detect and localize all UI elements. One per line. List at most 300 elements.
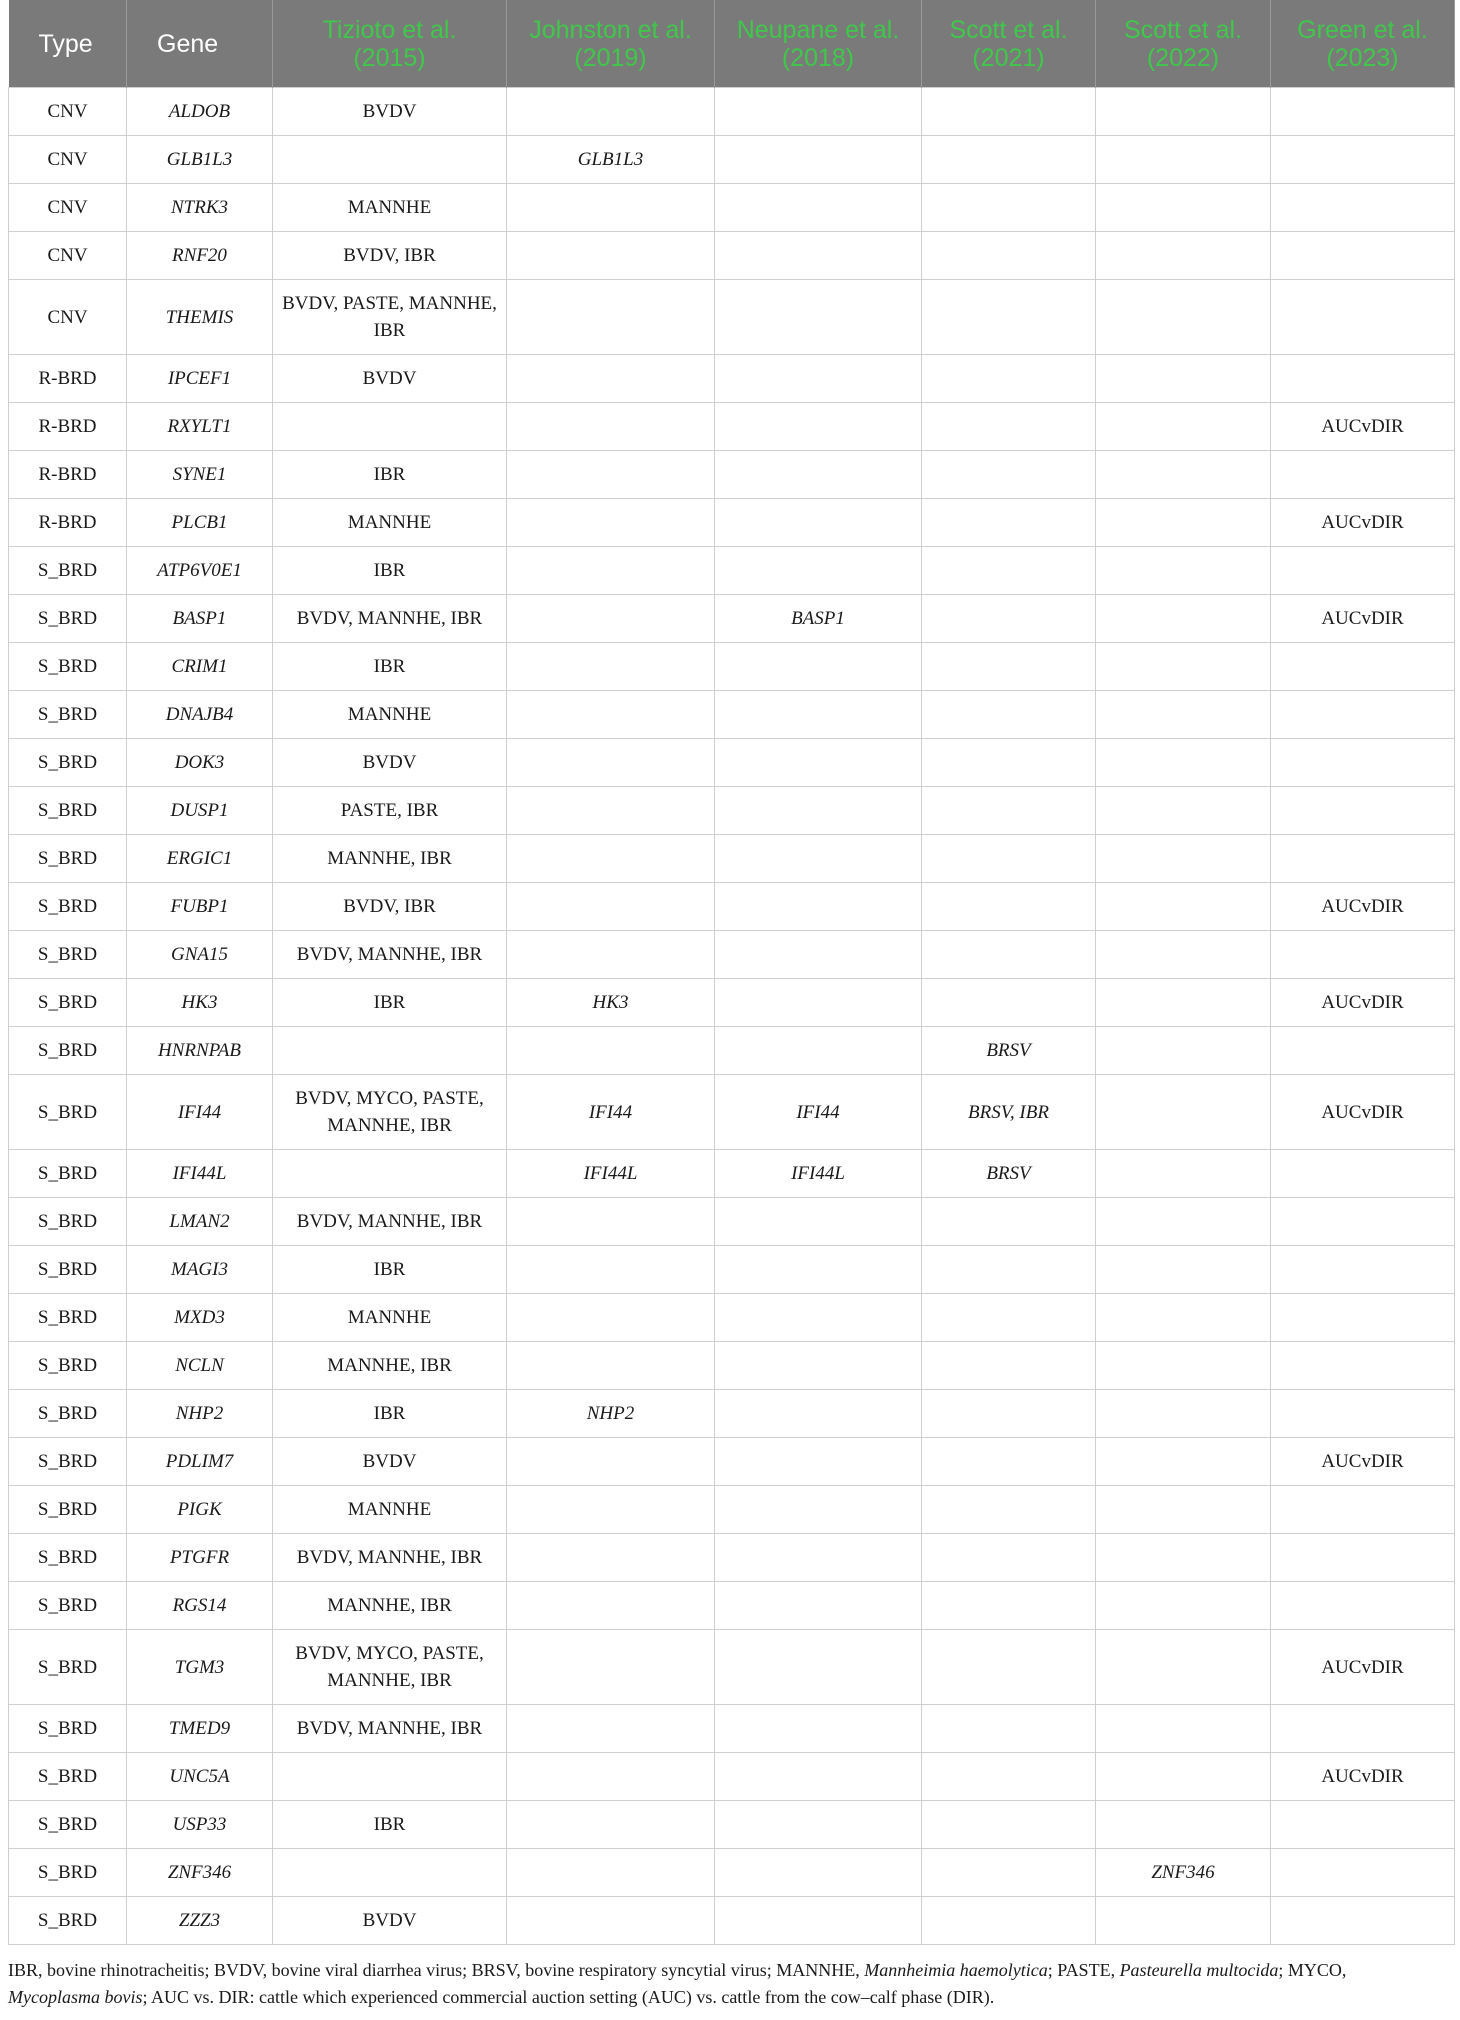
cell-gene: THEMIS [127, 280, 273, 355]
cell-scott-2022 [1096, 1801, 1271, 1849]
cell-neupane: BASP1 [715, 595, 922, 643]
cell-scott-2021 [922, 232, 1096, 280]
cell-tizioto: MANNHE, IBR [273, 1342, 507, 1390]
table-row [9, 979, 1455, 1027]
cell-green [1271, 232, 1455, 280]
cell-neupane [715, 1630, 922, 1705]
cell-scott-2021 [922, 739, 1096, 787]
cell-gene: RNF20 [127, 232, 273, 280]
cell-gene: PLCB1 [127, 499, 273, 547]
cell-neupane [715, 1753, 922, 1801]
table-row [9, 1198, 1455, 1246]
table-row [9, 1438, 1455, 1486]
cell-scott-2021 [922, 1897, 1096, 1945]
cell-tizioto: MANNHE, IBR [273, 1582, 507, 1630]
cell-gene: ZNF346 [127, 1849, 273, 1897]
cell-green [1271, 136, 1455, 184]
cell-scott-2021 [922, 451, 1096, 499]
cell-neupane [715, 88, 922, 136]
cell-scott-2021 [922, 1534, 1096, 1582]
cell-type: S_BRD [9, 1630, 127, 1705]
cell-green [1271, 355, 1455, 403]
cell-neupane [715, 739, 922, 787]
cell-scott-2021 [922, 1486, 1096, 1534]
cell-johnston [507, 931, 715, 979]
cell-neupane [715, 1486, 922, 1534]
cell-green: AUCvDIR [1271, 883, 1455, 931]
cell-johnston: HK3 [507, 979, 715, 1027]
cell-neupane [715, 787, 922, 835]
table-row [9, 595, 1455, 643]
cell-gene: MXD3 [127, 1294, 273, 1342]
cell-neupane [715, 1246, 922, 1294]
cell-green [1271, 1342, 1455, 1390]
cell-type: S_BRD [9, 931, 127, 979]
table-row [9, 1390, 1455, 1438]
cell-tizioto: PASTE, IBR [273, 787, 507, 835]
cell-tizioto: IBR [273, 1390, 507, 1438]
cell-tizioto: BVDV, MYCO, PASTE, MANNHE, IBR [273, 1075, 507, 1150]
cell-green [1271, 691, 1455, 739]
cell-gene: UNC5A [127, 1753, 273, 1801]
cell-type: CNV [9, 280, 127, 355]
cell-neupane [715, 232, 922, 280]
cell-scott-2022 [1096, 136, 1271, 184]
cell-scott-2022 [1096, 1897, 1271, 1945]
table-row [9, 643, 1455, 691]
cell-johnston: NHP2 [507, 1390, 715, 1438]
cell-type: S_BRD [9, 1705, 127, 1753]
cell-scott-2021: BRSV [922, 1027, 1096, 1075]
table-row [9, 1897, 1455, 1945]
cell-scott-2022 [1096, 1582, 1271, 1630]
cell-gene: FUBP1 [127, 883, 273, 931]
cell-type: S_BRD [9, 1438, 127, 1486]
cell-neupane [715, 979, 922, 1027]
header-ref-green: Green et al. (2023) [1271, 0, 1455, 88]
cell-scott-2021 [922, 1390, 1096, 1438]
cell-gene: DNAJB4 [127, 691, 273, 739]
cell-tizioto: BVDV, MANNHE, IBR [273, 931, 507, 979]
cell-green: AUCvDIR [1271, 1438, 1455, 1486]
cell-gene: PDLIM7 [127, 1438, 273, 1486]
cell-green [1271, 1849, 1455, 1897]
cell-green: AUCvDIR [1271, 595, 1455, 643]
cell-scott-2022 [1096, 835, 1271, 883]
table-body [9, 88, 1455, 1945]
table-row [9, 739, 1455, 787]
cell-type: S_BRD [9, 595, 127, 643]
table-row [9, 1582, 1455, 1630]
cell-neupane [715, 931, 922, 979]
cell-gene: IFI44L [127, 1150, 273, 1198]
cell-gene: GNA15 [127, 931, 273, 979]
cell-type: S_BRD [9, 1849, 127, 1897]
header-ref-scott-2021: Scott et al. (2021) [922, 0, 1096, 88]
cell-type: S_BRD [9, 1897, 127, 1945]
table-row [9, 232, 1455, 280]
cell-scott-2022 [1096, 883, 1271, 931]
cell-gene: PTGFR [127, 1534, 273, 1582]
cell-green [1271, 280, 1455, 355]
cell-scott-2022 [1096, 1027, 1271, 1075]
cell-green [1271, 787, 1455, 835]
cell-type: S_BRD [9, 1198, 127, 1246]
cell-tizioto: BVDV, IBR [273, 883, 507, 931]
table-row [9, 1630, 1455, 1705]
header-ref-tizioto: Tizioto et al. (2015) [273, 0, 507, 88]
cell-green [1271, 643, 1455, 691]
cell-scott-2022 [1096, 499, 1271, 547]
cell-green [1271, 184, 1455, 232]
table-row [9, 403, 1455, 451]
cell-johnston [507, 787, 715, 835]
cell-type: S_BRD [9, 1027, 127, 1075]
cell-johnston [507, 643, 715, 691]
cell-tizioto [273, 1849, 507, 1897]
cell-neupane [715, 1534, 922, 1582]
cell-tizioto: BVDV [273, 1438, 507, 1486]
cell-green: AUCvDIR [1271, 979, 1455, 1027]
cell-green [1271, 1390, 1455, 1438]
cell-scott-2021 [922, 1753, 1096, 1801]
cell-type: S_BRD [9, 787, 127, 835]
cell-green [1271, 88, 1455, 136]
cell-gene: RGS14 [127, 1582, 273, 1630]
table-container [8, 0, 1454, 1945]
cell-gene: GLB1L3 [127, 136, 273, 184]
cell-neupane [715, 835, 922, 883]
cell-tizioto: BVDV, PASTE, MANNHE, IBR [273, 280, 507, 355]
cell-type: CNV [9, 88, 127, 136]
cell-type: S_BRD [9, 1486, 127, 1534]
cell-scott-2021 [922, 1849, 1096, 1897]
cell-scott-2022 [1096, 979, 1271, 1027]
cell-gene: SYNE1 [127, 451, 273, 499]
cell-scott-2021 [922, 643, 1096, 691]
cell-neupane [715, 1438, 922, 1486]
cell-scott-2022 [1096, 1294, 1271, 1342]
cell-gene: LMAN2 [127, 1198, 273, 1246]
cell-gene: HNRNPAB [127, 1027, 273, 1075]
cell-scott-2022 [1096, 1630, 1271, 1705]
cell-type: R-BRD [9, 403, 127, 451]
header-ref-scott-2022: Scott et al. (2022) [1096, 0, 1271, 88]
cell-type: CNV [9, 232, 127, 280]
cell-neupane [715, 1849, 922, 1897]
cell-gene: ZZZ3 [127, 1897, 273, 1945]
table-row [9, 184, 1455, 232]
cell-gene: MAGI3 [127, 1246, 273, 1294]
table-row [9, 1705, 1455, 1753]
cell-green [1271, 1198, 1455, 1246]
gene-table [8, 0, 1455, 1945]
table-row [9, 1150, 1455, 1198]
cell-scott-2022 [1096, 280, 1271, 355]
cell-johnston [507, 1342, 715, 1390]
cell-gene: RXYLT1 [127, 403, 273, 451]
cell-johnston [507, 451, 715, 499]
cell-green [1271, 1534, 1455, 1582]
cell-scott-2021 [922, 1198, 1096, 1246]
cell-johnston [507, 595, 715, 643]
cell-gene: ERGIC1 [127, 835, 273, 883]
cell-gene: NTRK3 [127, 184, 273, 232]
cell-gene: NHP2 [127, 1390, 273, 1438]
table-row [9, 451, 1455, 499]
cell-neupane [715, 1294, 922, 1342]
cell-scott-2021 [922, 1801, 1096, 1849]
cell-tizioto: BVDV [273, 88, 507, 136]
header-row [9, 0, 1455, 88]
cell-green [1271, 1150, 1455, 1198]
cell-type: S_BRD [9, 739, 127, 787]
cell-type: S_BRD [9, 1246, 127, 1294]
cell-type: S_BRD [9, 1342, 127, 1390]
cell-scott-2021 [922, 403, 1096, 451]
cell-gene: TGM3 [127, 1630, 273, 1705]
cell-johnston [507, 883, 715, 931]
cell-neupane [715, 1705, 922, 1753]
cell-tizioto: IBR [273, 1801, 507, 1849]
cell-gene: USP33 [127, 1801, 273, 1849]
cell-scott-2022 [1096, 451, 1271, 499]
cell-green: AUCvDIR [1271, 1630, 1455, 1705]
cell-tizioto [273, 1150, 507, 1198]
cell-neupane [715, 280, 922, 355]
cell-johnston [507, 1630, 715, 1705]
cell-scott-2022 [1096, 739, 1271, 787]
cell-johnston [507, 1849, 715, 1897]
cell-scott-2022 [1096, 1438, 1271, 1486]
table-row [9, 1075, 1455, 1150]
cell-johnston [507, 1438, 715, 1486]
cell-scott-2021 [922, 280, 1096, 355]
cell-tizioto: MANNHE [273, 1486, 507, 1534]
table-footnote: IBR, bovine rhinotracheitis; BVDV, bovine viral diarrhea virus; BRSV, bovine respiratory syncytial virus; MANNHE, Mannheimia haemolytica; PASTE, Pasteurella multocida; MYCO, Mycoplasma bovis; AUC vs. DIR: cattle which experienced commercial auction setting (AUC) vs. cattle from the cow–calf phase (DIR). [8, 1960, 1347, 2007]
cell-johnston [507, 1801, 715, 1849]
cell-gene: DOK3 [127, 739, 273, 787]
table-row [9, 1753, 1455, 1801]
table-row [9, 499, 1455, 547]
cell-green [1271, 739, 1455, 787]
cell-johnston: IFI44L [507, 1150, 715, 1198]
table-row [9, 1294, 1455, 1342]
cell-neupane [715, 136, 922, 184]
cell-type: S_BRD [9, 1390, 127, 1438]
cell-scott-2022 [1096, 643, 1271, 691]
cell-scott-2022 [1096, 184, 1271, 232]
cell-gene: TMED9 [127, 1705, 273, 1753]
cell-type: R-BRD [9, 499, 127, 547]
table-row [9, 931, 1455, 979]
table-row [9, 1486, 1455, 1534]
cell-gene: CRIM1 [127, 643, 273, 691]
cell-neupane [715, 883, 922, 931]
cell-tizioto: BVDV [273, 1897, 507, 1945]
cell-type: S_BRD [9, 1075, 127, 1150]
cell-johnston [507, 739, 715, 787]
cell-johnston [507, 184, 715, 232]
cell-johnston [507, 499, 715, 547]
cell-scott-2021 [922, 691, 1096, 739]
cell-neupane [715, 499, 922, 547]
cell-scott-2021 [922, 1246, 1096, 1294]
cell-scott-2021 [922, 595, 1096, 643]
cell-johnston [507, 1294, 715, 1342]
cell-type: R-BRD [9, 451, 127, 499]
cell-green [1271, 451, 1455, 499]
cell-scott-2022 [1096, 1150, 1271, 1198]
cell-scott-2022 [1096, 88, 1271, 136]
table-row [9, 88, 1455, 136]
cell-scott-2021 [922, 88, 1096, 136]
table-row [9, 1849, 1455, 1897]
cell-scott-2022 [1096, 232, 1271, 280]
cell-tizioto: BVDV, MANNHE, IBR [273, 1705, 507, 1753]
cell-green: AUCvDIR [1271, 1075, 1455, 1150]
cell-tizioto [273, 1027, 507, 1075]
cell-green [1271, 1705, 1455, 1753]
header-ref-johnston: Johnston et al. (2019) [507, 0, 715, 88]
cell-johnston [507, 1486, 715, 1534]
cell-johnston [507, 1582, 715, 1630]
cell-scott-2021 [922, 1582, 1096, 1630]
header-gene: Gene [127, 0, 273, 88]
cell-scott-2022 [1096, 691, 1271, 739]
cell-tizioto: IBR [273, 451, 507, 499]
cell-tizioto: MANNHE, IBR [273, 835, 507, 883]
table-row [9, 136, 1455, 184]
cell-scott-2022: ZNF346 [1096, 1849, 1271, 1897]
cell-scott-2021 [922, 1705, 1096, 1753]
table-row [9, 355, 1455, 403]
table-row [9, 1027, 1455, 1075]
cell-scott-2021 [922, 355, 1096, 403]
cell-tizioto: BVDV, MANNHE, IBR [273, 1198, 507, 1246]
cell-neupane [715, 1027, 922, 1075]
cell-neupane [715, 643, 922, 691]
cell-neupane [715, 355, 922, 403]
cell-neupane [715, 1801, 922, 1849]
cell-johnston [507, 1897, 715, 1945]
cell-neupane [715, 1897, 922, 1945]
cell-gene: IFI44 [127, 1075, 273, 1150]
cell-scott-2022 [1096, 1246, 1271, 1294]
cell-tizioto: MANNHE [273, 1294, 507, 1342]
cell-neupane [715, 691, 922, 739]
cell-johnston [507, 1246, 715, 1294]
cell-scott-2022 [1096, 1198, 1271, 1246]
table-row [9, 547, 1455, 595]
cell-type: R-BRD [9, 355, 127, 403]
cell-scott-2022 [1096, 787, 1271, 835]
cell-type: S_BRD [9, 1753, 127, 1801]
cell-scott-2022 [1096, 403, 1271, 451]
cell-tizioto: MANNHE [273, 691, 507, 739]
cell-johnston [507, 88, 715, 136]
cell-scott-2021 [922, 931, 1096, 979]
cell-scott-2022 [1096, 931, 1271, 979]
cell-green [1271, 1486, 1455, 1534]
cell-green [1271, 1027, 1455, 1075]
table-row [9, 280, 1455, 355]
cell-tizioto: BVDV, MYCO, PASTE, MANNHE, IBR [273, 1630, 507, 1705]
table-row [9, 1246, 1455, 1294]
cell-tizioto: IBR [273, 1246, 507, 1294]
cell-scott-2021 [922, 835, 1096, 883]
table-row [9, 1534, 1455, 1582]
cell-neupane: IFI44L [715, 1150, 922, 1198]
cell-type: S_BRD [9, 883, 127, 931]
cell-neupane: IFI44 [715, 1075, 922, 1150]
cell-tizioto: IBR [273, 547, 507, 595]
cell-type: CNV [9, 136, 127, 184]
cell-type: CNV [9, 184, 127, 232]
cell-tizioto: IBR [273, 643, 507, 691]
cell-gene: HK3 [127, 979, 273, 1027]
cell-neupane [715, 1582, 922, 1630]
cell-neupane [715, 1390, 922, 1438]
cell-type: S_BRD [9, 547, 127, 595]
cell-type: S_BRD [9, 691, 127, 739]
cell-scott-2021: BRSV [922, 1150, 1096, 1198]
cell-scott-2021 [922, 883, 1096, 931]
cell-type: S_BRD [9, 1801, 127, 1849]
cell-green [1271, 1801, 1455, 1849]
cell-green [1271, 835, 1455, 883]
table-row [9, 835, 1455, 883]
cell-type: S_BRD [9, 835, 127, 883]
cell-johnston [507, 1753, 715, 1801]
cell-tizioto: BVDV [273, 739, 507, 787]
table-row [9, 1342, 1455, 1390]
cell-tizioto: BVDV, MANNHE, IBR [273, 1534, 507, 1582]
table-row [9, 691, 1455, 739]
cell-neupane [715, 451, 922, 499]
cell-johnston [507, 1027, 715, 1075]
cell-green [1271, 1897, 1455, 1945]
cell-scott-2022 [1096, 1390, 1271, 1438]
cell-green [1271, 1294, 1455, 1342]
header-ref-neupane: Neupane et al. (2018) [715, 0, 922, 88]
cell-gene: IPCEF1 [127, 355, 273, 403]
cell-scott-2022 [1096, 1486, 1271, 1534]
cell-johnston: IFI44 [507, 1075, 715, 1150]
cell-type: S_BRD [9, 979, 127, 1027]
cell-type: S_BRD [9, 1582, 127, 1630]
cell-type: S_BRD [9, 1294, 127, 1342]
cell-scott-2021 [922, 184, 1096, 232]
cell-tizioto: BVDV, MANNHE, IBR [273, 595, 507, 643]
cell-scott-2022 [1096, 1753, 1271, 1801]
cell-scott-2021 [922, 979, 1096, 1027]
cell-type: S_BRD [9, 1150, 127, 1198]
cell-johnston [507, 835, 715, 883]
cell-scott-2022 [1096, 1075, 1271, 1150]
cell-scott-2022 [1096, 1534, 1271, 1582]
cell-johnston [507, 1534, 715, 1582]
cell-scott-2021 [922, 1438, 1096, 1486]
cell-tizioto: MANNHE [273, 499, 507, 547]
header-type: Type [9, 0, 127, 88]
cell-scott-2022 [1096, 355, 1271, 403]
cell-tizioto: IBR [273, 979, 507, 1027]
cell-tizioto [273, 403, 507, 451]
cell-tizioto: BVDV, IBR [273, 232, 507, 280]
cell-green [1271, 1582, 1455, 1630]
cell-scott-2021 [922, 547, 1096, 595]
